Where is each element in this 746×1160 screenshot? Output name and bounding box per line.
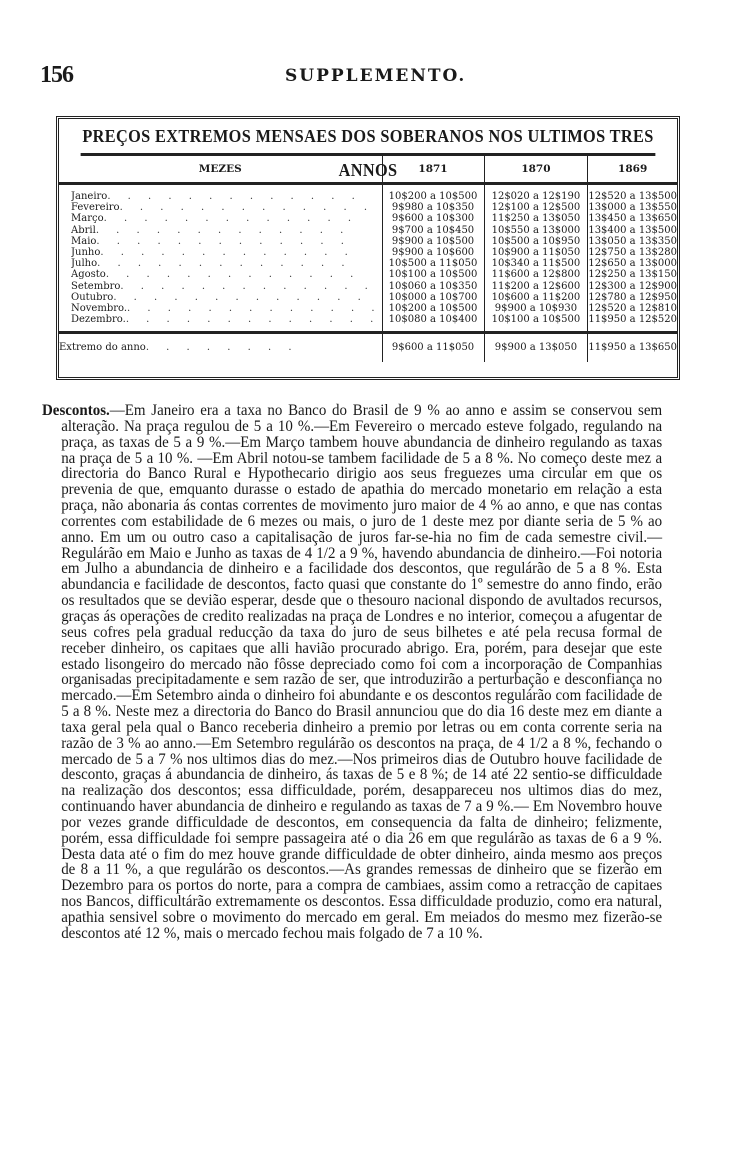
price-range-1871: 9$900 a 10$600 bbox=[391, 247, 475, 259]
annual-extreme-1871: 9$600 a 11$050 bbox=[382, 333, 484, 363]
price-range-1870: 12$100 a 12$500 bbox=[491, 202, 581, 214]
page-header bbox=[40, 58, 690, 88]
price-range-1871: 10$100 a 10$500 bbox=[388, 269, 478, 281]
discounts-paragraph bbox=[42, 403, 662, 942]
price-range-1870: 10$100 a 10$500 bbox=[491, 314, 581, 326]
month-name: Fevereiro bbox=[71, 202, 120, 214]
paragraph-lead-word: Descontos. bbox=[42, 402, 110, 419]
price-range-1870: 9$900 a 10$930 bbox=[494, 303, 578, 315]
table-row-month bbox=[71, 281, 382, 292]
price-range-1869: 11$950 a 12$520 bbox=[588, 314, 677, 326]
price-range-1869: 12$300 a 12$900 bbox=[588, 280, 677, 292]
dot-leaders: . . . . . . . . . . . . . bbox=[113, 291, 368, 303]
year-1871-column bbox=[382, 184, 484, 333]
dot-leaders: . . . . . . . . . . . . . bbox=[105, 269, 361, 281]
month-name: Março bbox=[71, 213, 104, 225]
annual-extreme-1869: 11$950 a 13$650 bbox=[588, 333, 677, 363]
price-range-1869: 12$250 a 13$150 bbox=[588, 269, 677, 281]
dot-leaders: . . . . . . . . . . . . . bbox=[107, 191, 362, 202]
price-range-1870: 11$600 a 12$800 bbox=[491, 269, 581, 281]
table-row-month bbox=[71, 292, 382, 303]
price-range-1871: 10$200 a 10$500 bbox=[388, 303, 478, 315]
total-label-text: Extremo do anno bbox=[59, 342, 146, 354]
price-range-1870: 11$200 a 12$600 bbox=[491, 280, 581, 292]
table-row-month bbox=[71, 247, 382, 258]
table-title: PREÇOS EXTREMOS MENSAES DOS SOBERANOS NOS ULTIMOS TRES ANNOS bbox=[81, 119, 656, 156]
price-range-1871: 10$500 a 11$050 bbox=[388, 258, 478, 270]
running-title: SUPPLEMENTO. bbox=[285, 66, 467, 86]
price-range-1870: 10$340 a 11$500 bbox=[491, 258, 581, 270]
table-row-month bbox=[71, 225, 382, 236]
table-row-month bbox=[71, 269, 382, 280]
price-range-1870: 10$550 a 13$000 bbox=[491, 224, 581, 236]
annual-extreme-1870: 9$900 a 13$050 bbox=[484, 333, 588, 363]
price-range-1869: 12$650 a 13$000 bbox=[588, 258, 677, 270]
price-range-1870: 10$500 a 10$950 bbox=[491, 235, 581, 247]
month-name: Janeiro bbox=[71, 191, 108, 202]
annual-extreme-label bbox=[59, 333, 382, 363]
price-range-1871: 9$700 a 10$450 bbox=[391, 224, 475, 236]
price-range-1870: 12$020 a 12$190 bbox=[491, 191, 581, 202]
page-number: 156 bbox=[40, 62, 73, 88]
annual-extreme-row bbox=[59, 333, 677, 363]
dot-leaders: . . . . . . . . . . . . . bbox=[127, 303, 382, 315]
price-range-1871: 10$200 a 10$500 bbox=[388, 191, 478, 202]
price-range-1869: 12$520 a 13$500 bbox=[588, 191, 677, 202]
price-range-1871: 10$060 a 10$350 bbox=[388, 280, 478, 292]
months-column bbox=[59, 184, 382, 333]
dot-leaders: . . . . . . . . . . . . . bbox=[125, 314, 381, 326]
dot-leaders: . . . . . . . . . . . . . bbox=[95, 224, 351, 236]
dot-leaders: . . . . . . . . . . . . . bbox=[119, 202, 375, 214]
column-header-months: MEZES bbox=[59, 156, 382, 184]
column-header-1869: 1869 bbox=[588, 156, 677, 184]
price-range-1871: 9$900 a 10$500 bbox=[391, 235, 475, 247]
price-range-1871: 9$980 a 10$350 bbox=[391, 202, 475, 214]
price-range-1871: 9$600 a 10$300 bbox=[391, 213, 475, 225]
price-range-1869: 13$000 a 13$550 bbox=[588, 202, 677, 214]
price-range-1870: 11$250 a 13$050 bbox=[491, 213, 581, 225]
dot-leaders: . . . . . . . . . . . . . bbox=[100, 247, 355, 259]
month-name: Outubro bbox=[71, 291, 114, 303]
month-name: Setembro bbox=[71, 280, 121, 292]
year-1869-column bbox=[588, 184, 677, 333]
price-range-1869: 13$450 a 13$650 bbox=[588, 213, 677, 225]
price-range-1871: 10$000 a 10$700 bbox=[388, 291, 478, 303]
paragraph-text: —Em Janeiro era a taxa no Banco do Brasil de 9 % ao anno e assim se conservou sem alteração. Na praça regulou de 5 a 10 %.—Em Fevereiro o mercado esteve folgado, regulando na praça, as taxas de 5 a 9 %.—Em Março tambem houve abundancia de dinheiro regulando as taxas na praça de 5 a 10 %. —Em Abril notou-se tambem facilidade de 5 a 8 %. No começo deste mez a directoria do Banco Rural e Hypothecario dirigio aos seus freguezes uma circular em que os prevenia de que, emquanto durasse o estado de apathia do mercado monetario em relação a esta praça, não abonaria ás contas correntes de movimento juro maior de 4 % ao anno, e que nas contas correntes com estabilidade de 6 mezes ou mais, o juro de 1 deste mez por diante seria de 5 % ao anno. Em um ou outro caso a capitalisação de juros far-se-hia no fim de cada semestre civil.—Regulárão em Maio e Junho as taxas de 4 1/2 a 9 %, havendo abundancia de dinheiro.—Foi notoria em Julho a abundancia de dinheiro e a facilidade dos descontos, que regulárão de 5 a 8 %. Esta abundancia e facilidade de descontos, facto quasi que constante do 1º semestre do anno findo, erão os resultados que se devião esperar, desde que o thesouro nacional dispondo de avultados recursos, graças ás operações de credito realizadas na praça de Londres e no interior, começou a afugentar de seus cofres pela gradual reducção da taxa do juro de seus bilhetes e até pela recusa formal de receber dinheiro, os capitaes que alli havião procurado abrigo. Era, porém, para desejar que este estado lisongeiro do mercado não fôsse depreciado como foi com a incorporação de Companhias organisadas precipitadamente e sem razão de ser, que introduzirão a perturbação e desconfiança no mercado.—Em Setembro ainda o dinheiro foi abundante e os descontos regulárão com facilidade de 5 a 8 %. Neste mez a directoria do Banco do Brasil annunciou que do dia 16 deste mez em diante a taxa geral pela qual o Banco receberia dinheiro a premio por letras ou em conta corrente seria na razão de 3 % ao anno.—Em Setembro regulárão os descontos na praça, de 4 1/2 a 8 %, fechando o mercado de 5 a 7 % nos ultimos dias do mez.—Nos primeiros dias de Outubro houve facilidade de desconto, graças á abundancia de dinheiro, ás taxas de 5 e 8 %; de 14 até 22 sentio-se difficuldade na realização dos descontos; essa difficuldade, porém, desappareceu nos ultimos dias do mez, continuando haver abundancia de dinheiro e regulando as taxas de 7 a 9 %.— Em Novembro houve por vezes grande difficuldade de descontos, em consequencia da falta de dinheiro; felizmente, porém, essa difficuldade foi sempre passageira até o dia 26 em que regulárão as taxas de 6 a 9 %. Desta data até o fim do mez houve grande difficuldade de obter dinheiro, ainda mesmo aos preços de 8 a 11 %, a que regulárão os descontos.—As grandes remessas de dinheiro que se fizerão em Dezembro para os portos do norte, para a compra de cambiaes, assim como a retracção de capitaes nos Bancos, difficultárão extremamente os descontos. Essa difficuldade produzio, como era natural, apathia sensivel sobre o movimento do mercado em geral. Em meiados do mesmo mez fizerão-se descontos até 12 %, mais o mercado fechou mais folgado de 7 a 10 %. bbox=[61, 402, 663, 942]
month-name: Dezembro. bbox=[71, 314, 126, 326]
table-row-month bbox=[71, 213, 382, 224]
month-name: Novembro. bbox=[71, 303, 128, 315]
price-range-1869: 12$520 a 12$810 bbox=[588, 303, 677, 315]
table-row-month bbox=[71, 258, 382, 269]
price-range-1871: 10$080 a 10$400 bbox=[388, 314, 478, 326]
year-1870-column bbox=[484, 184, 588, 333]
monthly-rows bbox=[59, 184, 677, 333]
table-row-month bbox=[71, 191, 382, 202]
price-range-1869: 13$050 a 13$350 bbox=[588, 235, 677, 247]
dot-leaders: . . . . . . . . . . . . . bbox=[97, 258, 352, 270]
table-row-month bbox=[71, 236, 382, 247]
price-range-1870: 10$900 a 11$050 bbox=[491, 247, 581, 259]
dot-leaders: . . . . . . . . bbox=[145, 342, 299, 354]
column-header-1871: 1871 bbox=[382, 156, 484, 184]
price-range-1869: 13$400 a 13$500 bbox=[588, 224, 677, 236]
table-row-month bbox=[71, 314, 382, 325]
month-name: Julho bbox=[71, 258, 98, 270]
dot-leaders: . . . . . . . . . . . . . bbox=[103, 213, 359, 225]
price-range-1869: 12$780 a 12$950 bbox=[588, 291, 677, 303]
sovereign-prices-table bbox=[56, 116, 680, 380]
month-name: Maio bbox=[71, 235, 97, 247]
price-range-1870: 10$600 a 11$200 bbox=[491, 291, 581, 303]
month-name: Agosto bbox=[71, 269, 106, 281]
month-name: Junho bbox=[71, 247, 101, 259]
dot-leaders: . . . . . . . . . . . . . bbox=[96, 235, 351, 247]
table-row-month bbox=[71, 303, 382, 314]
month-name: Abril bbox=[71, 224, 96, 236]
table-row-month bbox=[71, 202, 382, 213]
column-header-1870: 1870 bbox=[484, 156, 588, 184]
price-range-1869: 12$750 a 13$280 bbox=[588, 247, 677, 259]
dot-leaders: . . . . . . . . . . . . . bbox=[120, 280, 375, 292]
